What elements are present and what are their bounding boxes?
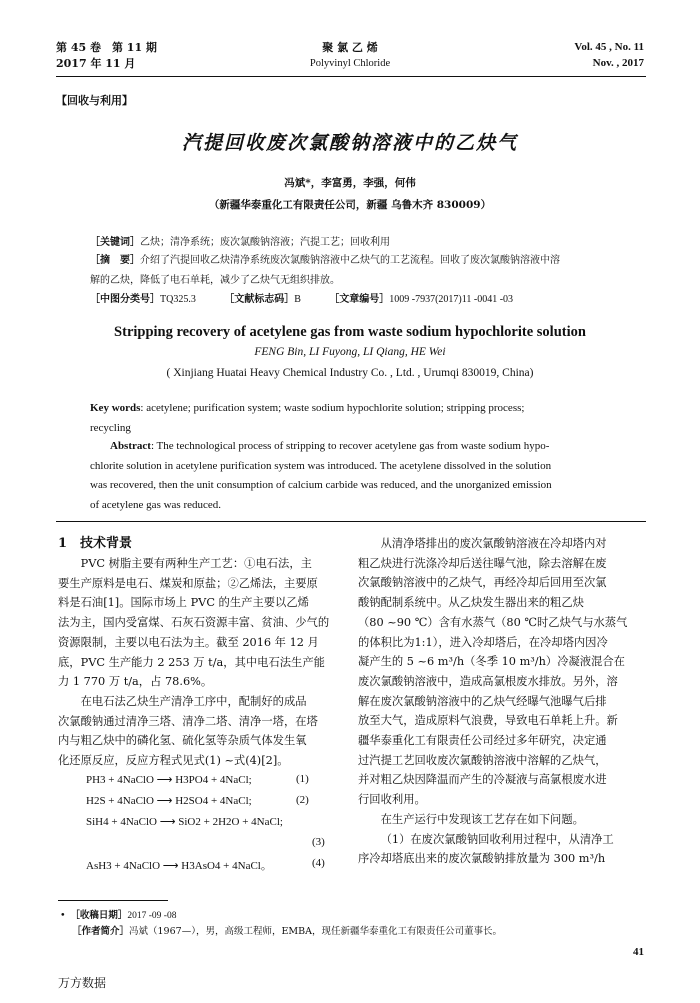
header-volume-en: Vol. 45 , No. 11 <box>574 41 644 53</box>
doccode-value: B <box>294 294 301 305</box>
affiliation-cn: （新疆华泰重化工有限责任公司，新疆 乌鲁木齐 830009） <box>208 199 492 211</box>
keywords-en-line: : acetylene; purification system; waste sodium hypochlorite solution; stripping process; <box>140 402 525 414</box>
text-line: 次氯酸钠溶液中的乙炔气，再经冷却后回用至次氯 <box>358 576 607 590</box>
author-bio: 冯斌（1967—），男，高级工程师，EMBA，现任新疆华泰重化工有限责任公司董事长。 <box>129 926 502 937</box>
abstract-cn-line: 介绍了汽提回收乙炔清净系统废次氯酸钠溶液中乙炔气的工艺流程。回收了废次氯酸钠溶液中溶 <box>140 255 560 266</box>
keywords-en <box>90 399 618 438</box>
paragraph-cont <box>58 712 340 771</box>
text-line: 力 1 770 万 t/a，占 78.6%。 <box>58 675 213 689</box>
article-value: 1009 -7937(2017)11 -0041 -03 <box>389 294 514 305</box>
text-line: 要生产原料是电石、煤炭和原盐；②乙烯法，主要原 <box>58 576 318 590</box>
text-line: 底，PVC 生产能力 2 253 万 t/a，其中电石法生产能 <box>58 655 325 669</box>
text-line: 废次氯酸钠溶液中，造成高氯根废水排放。另外，溶 <box>358 674 618 688</box>
abstract-cn-line: 解的乙炔，降低了电石单耗，减少了乙炔气无组织排放。 <box>90 275 340 286</box>
text-line: 并对粗乙炔因降温而产生的冷凝液与高氯根废水进 <box>358 773 607 787</box>
header-date-en: Nov. , 2017 <box>592 57 644 69</box>
text-line: 放至大气，造成原料气浪费，导致电石单耗上升。新 <box>358 714 618 728</box>
text-line: 疆华泰重化工有限责任公司经过多年研究，决定通 <box>358 734 607 748</box>
text-line: 粗乙炔进行洗涤冷却后送往曝气池，除去溶解在废 <box>358 556 607 570</box>
text-line: 过汽提工艺回收废次氯酸钠溶液中溶解的乙炔气， <box>358 753 607 767</box>
class-value: TQ325.3 <box>160 294 196 305</box>
text-line: 凝产生的 5 ~6 m³/h（冬季 10 m³/h）冷凝液混合在 <box>358 655 625 669</box>
received-date: 2017 -09 -08 <box>127 911 177 921</box>
right-column <box>358 534 642 869</box>
author-bio-label: ［作者简介］ <box>72 926 130 937</box>
keywords-cn <box>90 233 610 253</box>
equation-2: H2S + 4NaClO ⟶ H2SO4 + 4NaCl; <box>86 794 252 807</box>
text-line: 解在废次氯酸钠溶液中的乙炔气经曝气池曝气后排 <box>358 694 607 708</box>
keywords-en-label: Key words <box>90 402 141 414</box>
equation-4: AsH3 + 4NaClO ⟶ H3AsO4 + 4NaCl。 <box>86 859 272 872</box>
text-line: 的体积比为1:1），进入冷却塔后，在冷却塔内因冷 <box>358 635 608 649</box>
equation-4-number: (4) <box>312 856 325 869</box>
paragraph <box>58 692 340 712</box>
equation-1: PH3 + 4NaClO ⟶ H3PO4 + 4NaCl; <box>86 773 252 786</box>
classification-line <box>90 290 620 310</box>
header-rule <box>56 76 646 77</box>
equation-3: SiH4 + 4NaClO ⟶ SiO2 + 2H2O + 4NaCl; <box>86 815 283 828</box>
equation-3-number: (3) <box>312 835 325 848</box>
text-line: 行回收利用。 <box>358 793 426 807</box>
doccode-label: ［文献标志码］ <box>224 294 295 305</box>
page-title-en: Stripping recovery of acetylene gas from waste sodium hypochlorite solution <box>114 324 586 340</box>
section-heading: 1 技术背景 <box>58 536 133 551</box>
text-line: PVC 树脂主要有两种生产工艺：①电石法，主 <box>80 557 312 570</box>
article-label: ［文章编号］ <box>329 294 390 305</box>
equation-1-number: (1) <box>296 772 309 785</box>
abstract-rule <box>56 521 646 522</box>
text-line: 在电石法乙炔生产清净工序中，配制好的成品 <box>80 694 307 708</box>
page-title-cn: 汽提回收废次氯酸钠溶液中的乙炔气 <box>181 132 518 154</box>
abstract-en-label: Abstract <box>110 440 151 452</box>
abstract-en-line: chlorite solution in acetylene purification system was introduced. The acetylene dissolved in the solution <box>90 459 552 472</box>
journal-name-cn: 聚 氯 乙 烯 <box>322 41 378 54</box>
keywords-cn-text: 乙炔；清净系统；废次氯酸钠溶液；汽提工艺；回收利用 <box>140 237 390 248</box>
text-line: 序冷却塔底出来的废次氯酸钠排放量为 300 m³/h <box>358 852 606 866</box>
text-line: 化还原反应，反应方程式见式(1) ~式(4)[2]。 <box>58 754 289 768</box>
equation-2-number: (2) <box>296 793 309 806</box>
paragraph-cont <box>58 574 340 692</box>
header-date-cn: 2017 年 11 月 <box>56 57 136 70</box>
journal-name-en: Polyvinyl Chloride <box>309 58 391 69</box>
text-line: 法为主，国内受富煤、石灰石资源丰富、贫油、少气的 <box>58 616 330 630</box>
text-line: 在生产运行中发现该工艺存在如下问题。 <box>380 812 584 826</box>
text-line: （80 ~90 ℃）含有水蒸气（80 ℃时乙炔气与水蒸气 <box>358 615 628 629</box>
abstract-cn <box>90 251 620 291</box>
text-line: 资源限制，主要以电石法为主。截至 2016 年 12 月 <box>58 635 319 649</box>
paragraph-cont <box>358 849 642 869</box>
section-tag: 【回收与利用】 <box>56 94 133 107</box>
authors-en: FENG Bin, LI Fuyong, LI Qiang, HE Wei <box>254 346 446 358</box>
paragraph <box>358 810 642 849</box>
class-label: ［中图分类号］ <box>90 294 160 305</box>
footnote-rule <box>58 900 168 901</box>
left-column <box>58 534 340 875</box>
abstract-cn-label: ［摘 要］ <box>90 255 140 266</box>
authors-cn: 冯斌*，李富勇，李强，何伟 <box>284 177 416 189</box>
paragraph <box>358 534 642 554</box>
abstract-en-line: : The technological process of stripping to recover acetylene gas from waste sodium hypo- <box>150 440 550 452</box>
keywords-en-line: recycling <box>90 421 131 434</box>
footnotes: • ［收稿日期］2017 -09 -08 ［作者简介］冯斌（1967—），男，高级工程师，EMBA，现任新疆华泰重化工有限责任公司董事长。 <box>60 910 502 937</box>
text-line: 次氯酸钠通过清净三塔、清净二塔、清净一塔，在塔 <box>58 714 318 728</box>
abstract-en-line: of acetylene gas was reduced. <box>90 499 222 512</box>
paragraph <box>58 554 340 574</box>
text-line: 从清净塔排出的废次氯酸钠溶液在冷却塔内对 <box>380 537 607 550</box>
abstract-en-line: was recovered, then the unit consumption of calcium carbide was reduced, and the unorganized emission <box>90 479 552 492</box>
text-line: 料是石油[1]。国际市场上 PVC 的生产主要以乙烯 <box>58 596 309 610</box>
keywords-cn-label: ［关键词］ <box>90 237 140 248</box>
header-volume-cn: 第 45 卷 第 11 期 <box>56 41 157 54</box>
text-line: （1）在废次氯酸钠回收利用过程中，从清净工 <box>380 832 614 846</box>
watermark: 万方数据 <box>58 976 107 990</box>
equations <box>58 771 340 875</box>
text-line: 酸钠配制系统中。从乙炔发生器出来的粗乙炔 <box>358 596 584 610</box>
affiliation-en: ( Xinjiang Huatai Heavy Chemical Industry Co. , Ltd. , Urumqi 830019, China) <box>166 367 534 379</box>
abstract-en <box>90 437 618 516</box>
paragraph-cont <box>358 554 642 810</box>
page-number: 41 <box>633 946 644 958</box>
received-label: ［收稿日期］ <box>75 910 128 921</box>
text-line: 内与粗乙炔中的磷化氢、硫化氢等杂质气体发生氧 <box>58 734 307 748</box>
